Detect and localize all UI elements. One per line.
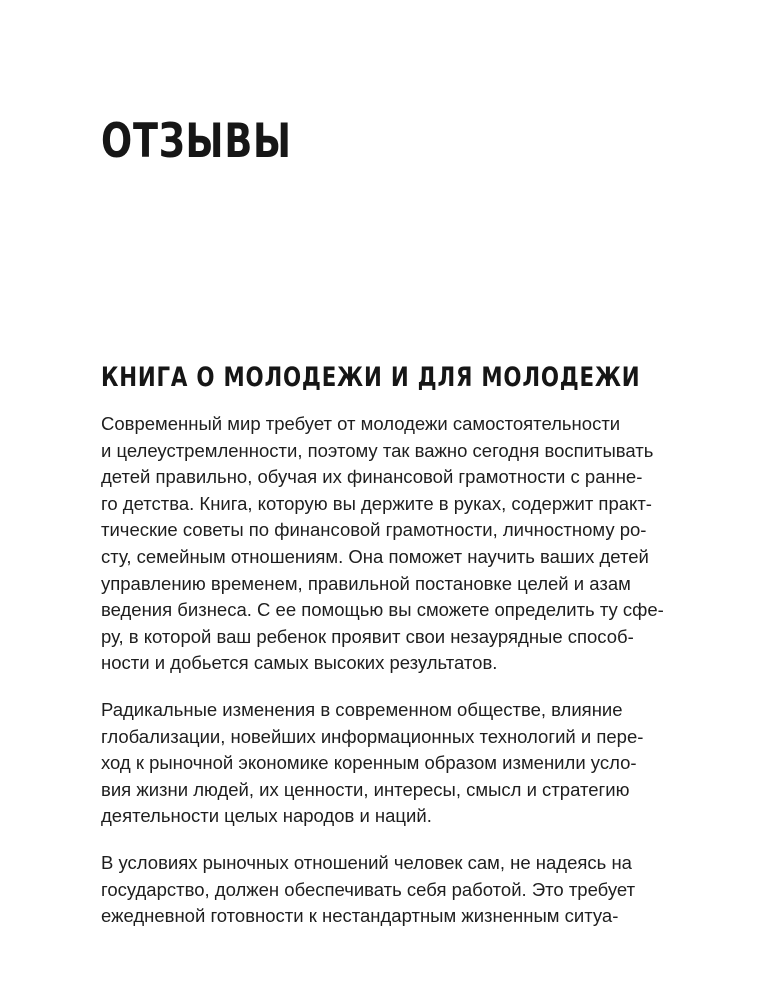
text-line: ежедневной готовности к нестандартным жизненным ситуа-: [101, 905, 619, 927]
paragraph-2: [101, 697, 644, 830]
text-line: и целеустремленности, поэтому так важно сегодня воспитывать: [101, 439, 654, 461]
text-line: ведения бизнеса. С ее помощью вы сможете определить ту сфе-: [101, 599, 664, 621]
text-line: управлению временем, правильной постановке целей и азам: [101, 572, 631, 594]
text-line: детей правильно, обучая их финансовой грамотности с ранне-: [101, 466, 643, 488]
text-line: Современный мир требует от молодежи самостоятельности: [101, 413, 621, 434]
page-title: ОТЗЫВЫ: [101, 114, 292, 169]
text-line: ход к рыночной экономике коренным образом изменили усло-: [101, 752, 637, 774]
text-line: глобализации, новейших информационных технологий и пере-: [101, 725, 644, 747]
text-line: ности и добьется самых высоких результатов.: [101, 652, 498, 674]
text-line: вия жизни людей, их ценности, интересы, смысл и стратегию: [101, 778, 630, 800]
body-text: [101, 411, 664, 930]
paragraph-3: [101, 850, 636, 930]
section-heading: КНИГА О МОЛОДЕЖИ И ДЛЯ МОЛОДЕЖИ: [101, 362, 641, 393]
text-line: В условиях рыночных отношений человек сам, не надеясь на: [101, 851, 632, 873]
paragraph-1: [101, 411, 664, 677]
paragraph-spacer: [101, 830, 599, 850]
paragraph-spacer: [101, 677, 599, 697]
text-line: деятельности целых народов и наций.: [101, 805, 432, 827]
text-line: сту, семейным отношениям. Она поможет научить ваших детей: [101, 545, 649, 567]
text-line: ру, в которой ваш ребенок проявит свои незаурядные способ-: [101, 625, 634, 647]
text-line: Радикальные изменения в современном обществе, влияние: [101, 698, 623, 720]
text-line: го детства. Книга, которую вы держите в руках, содержит практ-: [101, 492, 652, 514]
text-line: тические советы по финансовой грамотности, личностному ро-: [101, 519, 647, 541]
text-line: государство, должен обеспечивать себя работой. Это требует: [101, 878, 636, 900]
